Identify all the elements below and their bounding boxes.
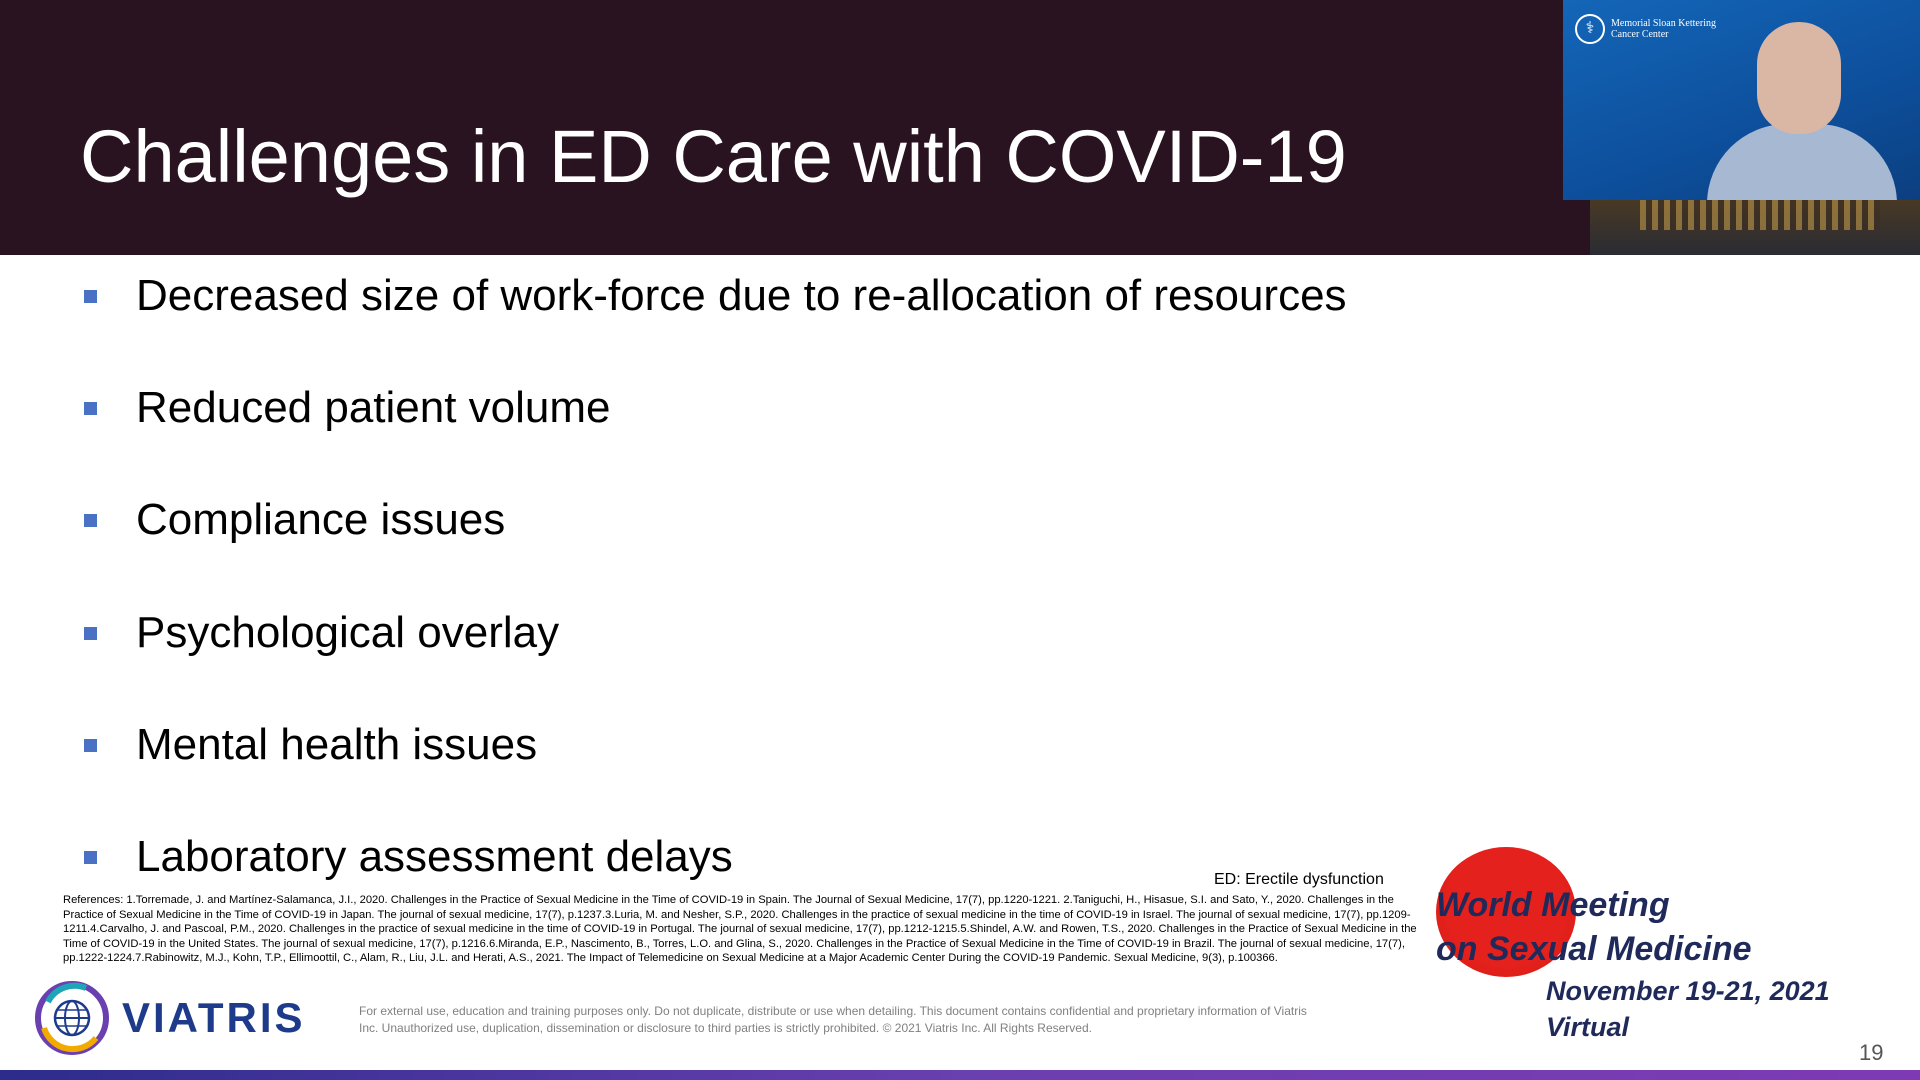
event-dates: November 19-21, 2021 (1546, 976, 1830, 1006)
bullet-text: Mental health issues (136, 720, 538, 769)
bullet-square-icon (84, 739, 97, 752)
speaker-shirt (1707, 124, 1897, 200)
bullet-item (84, 827, 733, 887)
speaker-head (1757, 22, 1841, 134)
bullet-square-icon (84, 290, 97, 303)
bullet-item (84, 266, 1347, 326)
event-title-line2: on Sexual Medicine (1436, 930, 1752, 968)
viatris-wordmark: VIATRIS (122, 994, 306, 1041)
speaker-figure (1647, 14, 1897, 200)
references: References: 1.Torremade, J. and Martínez-Salamanca, J.I., 2020. Challenges in the Practice of Sexual Medicine in the Time of COVID-19 in Spain. The Journal of Sexual Medicine, 17(7), pp.1220-1221. 2.Taniguchi, H., Hisasue, S.I. and Sato, Y., 2020. Challenges in the Practice of Sexual Medicine in the Time of COVID-19 in Japan. The journal of sexual medicine, 17(7), p.1237.3.Luria, M. and Nesher, S.P., 2020. Challenges in the practice of sexual medicine in the time of COVID-19 in Israel. The journal of sexual medicine, 17(7), pp.1209-1211.4.Carvalho, J. and Pascoal, P.M., 2020. Challenges in the practice of sexual medicine in the time of COVID-19 in Portugal. The journal of sexual medicine, 17(7), pp.1212-1215.5.Shindel, A.W. and Rowen, T.S., 2020. Challenges in the Practice of Sexual Medicine in the Time of COVID-19 in the United States. The journal of sexual medicine, 17(7), p.1216.6.Miranda, E.P., Nascimento, B., Torres, L.O. and Glina, S., 2020. Challenges in the Practice of Sexual Medicine in the Time of COVID-19 in Brazil. The journal of sexual medicine, 17(7), pp.1222-1224.7.Rabinowitz, M.J., Kohn, T.P., Ellimoottil, C., Alam, R., Liu, J.L. and Herati, A.S., 2021. The Impact of Telemedicine on Sexual Medicine at a Major Academic Center During the COVID-19 Pandemic. Sexual Medicine, 9(3), p.100366. (63, 894, 1417, 965)
bullet-text: Reduced patient volume (136, 383, 611, 432)
bullet-item (84, 490, 505, 550)
viatris-globe-icon (34, 980, 110, 1056)
abbreviation-note: ED: Erectile dysfunction (1214, 871, 1384, 888)
bullet-text: Laboratory assessment delays (136, 832, 733, 881)
slide-title: Challenges in ED Care with COVID-19 (80, 115, 1347, 198)
mskcc-name-line2: Cancer Center (1611, 29, 1669, 40)
bullet-item (84, 603, 559, 663)
speaker-video-tile[interactable] (1563, 0, 1920, 200)
bullet-text: Decreased size of work-force due to re-allocation of resources (136, 271, 1347, 320)
bullet-item (84, 378, 611, 438)
bottom-color-stripe (0, 1070, 1920, 1080)
bullet-square-icon (84, 402, 97, 415)
mskcc-name-line1: Memorial Sloan Kettering (1611, 18, 1716, 29)
bullet-square-icon (84, 851, 97, 864)
bullet-square-icon (84, 627, 97, 640)
bullet-text: Psychological overlay (136, 608, 560, 657)
viatris-logo (34, 980, 306, 1056)
banner-ornament (1640, 200, 1880, 230)
legal-disclaimer: For external use, education and training purposes only. Do not duplicate, distribute or use when detailing. This document contains confidential and proprietary information of Viatris Inc. Unauthorized use, duplication, dissemination or disclosure to third parties is strictly prohibited. © 2021 Viatris Inc. All Rights Reserved. (359, 1004, 1307, 1035)
page-number: 19 (1859, 1040, 1884, 1065)
event-title-line1: World Meeting (1436, 886, 1670, 924)
mskcc-logo-icon: ⚕ (1575, 14, 1605, 44)
event-mode: Virtual (1546, 1012, 1630, 1042)
bullet-text: Compliance issues (136, 495, 506, 544)
bullet-item (84, 715, 537, 775)
bullet-square-icon (84, 514, 97, 527)
